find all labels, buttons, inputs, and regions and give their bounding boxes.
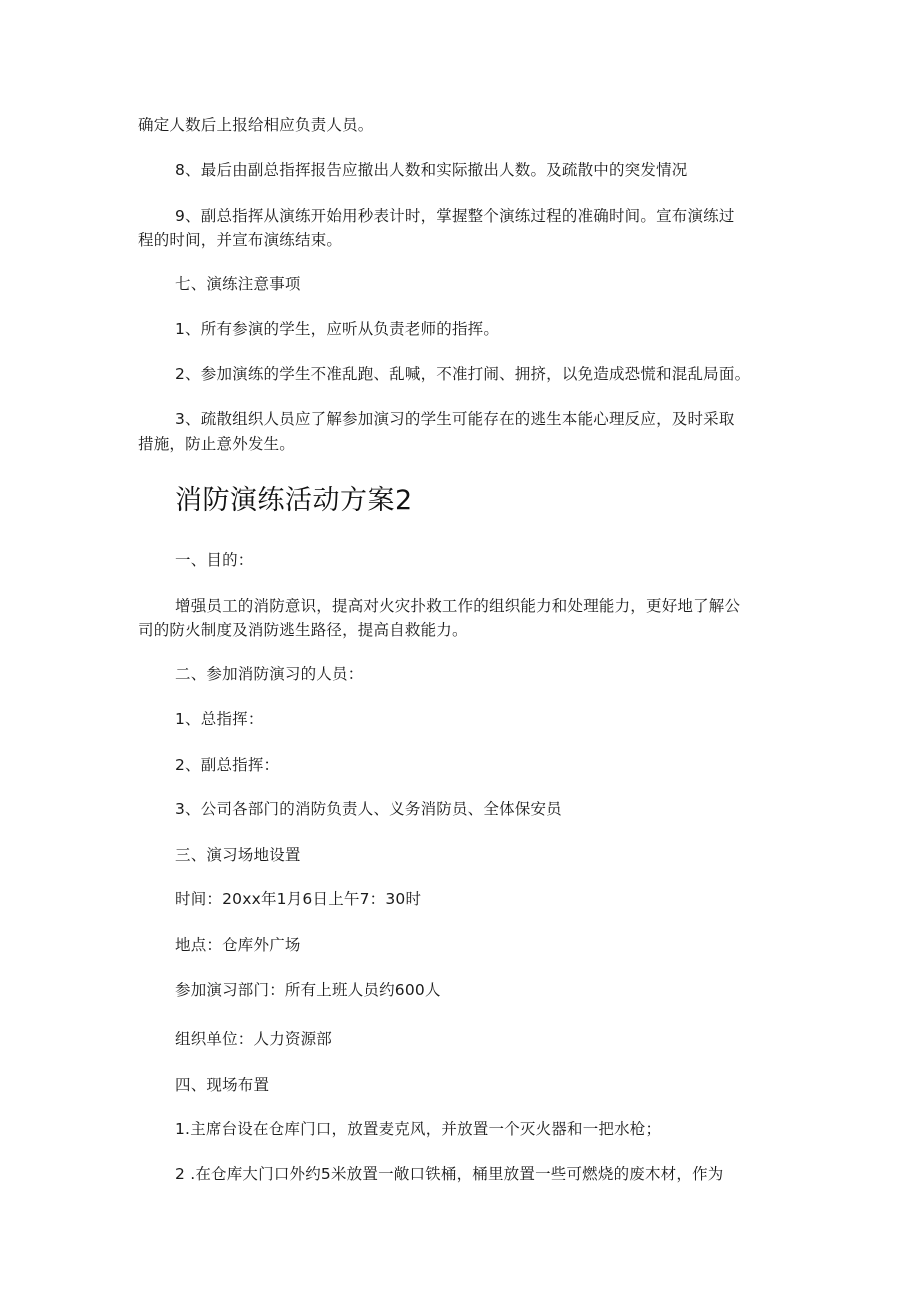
- section-heading: 四、现场布置: [175, 1076, 270, 1094]
- list-item: 1、总指挥：: [175, 710, 264, 728]
- paragraph-line: 司的防火制度及消防逃生路径，提高自救能力。: [138, 621, 468, 639]
- paragraph-line: 确定人数后上报给相应负责人员。: [138, 116, 374, 134]
- paragraph-line: 组织单位：人力资源部: [175, 1030, 333, 1048]
- paragraph-line: 措施，防止意外发生。: [138, 435, 296, 453]
- list-item: 1.主席台设在仓库门口，放置麦克风，并放置一个灭火器和一把水枪；: [175, 1120, 662, 1138]
- paragraph-line: 1、所有参演的学生，应听从负责老师的指挥。: [175, 320, 500, 338]
- paragraph-line: 地点：仓库外广场: [175, 936, 301, 954]
- paragraph-line: 参加演习部门：所有上班人员约600人: [175, 981, 441, 999]
- list-item: 2 .在仓库大门口外约5米放置一敞口铁桶，桶里放置一些可燃烧的废木材，作为: [175, 1165, 724, 1183]
- section-heading: 七、演练注意事项: [175, 275, 301, 293]
- paragraph-line: 2、参加演练的学生不准乱跑、乱喊，不准打闹、拥挤，以免造成恐慌和混乱局面。: [175, 365, 751, 383]
- paragraph-line: 3、疏散组织人员应了解参加演习的学生可能存在的逃生本能心理反应，及时采取: [175, 410, 735, 428]
- list-item: 3、公司各部门的消防负责人、义务消防员、全体保安员: [175, 800, 562, 818]
- list-item: 2、副总指挥：: [175, 756, 280, 774]
- paragraph-line: 8、最后由副总指挥报告应撤出人数和实际撤出人数。及疏散中的突发情况: [175, 161, 688, 179]
- paragraph-line: 增强员工的消防意识，提高对火灾扑救工作的组织能力和处理能力，更好地了解公: [175, 597, 741, 615]
- document-title: 消防演练活动方案2: [175, 485, 413, 516]
- section-heading: 三、演习场地设置: [175, 846, 301, 864]
- paragraph-line: 程的时间，并宣布演练结束。: [138, 231, 343, 249]
- section-heading: 二、参加消防演习的人员：: [175, 665, 364, 683]
- section-heading: 一、目的：: [175, 551, 254, 569]
- paragraph-line: 时间：20xx年1月6日上午7：30时: [175, 890, 422, 908]
- paragraph-line: 9、副总指挥从演练开始用秒表计时，掌握整个演练过程的准确时间。宣布演练过: [175, 207, 735, 225]
